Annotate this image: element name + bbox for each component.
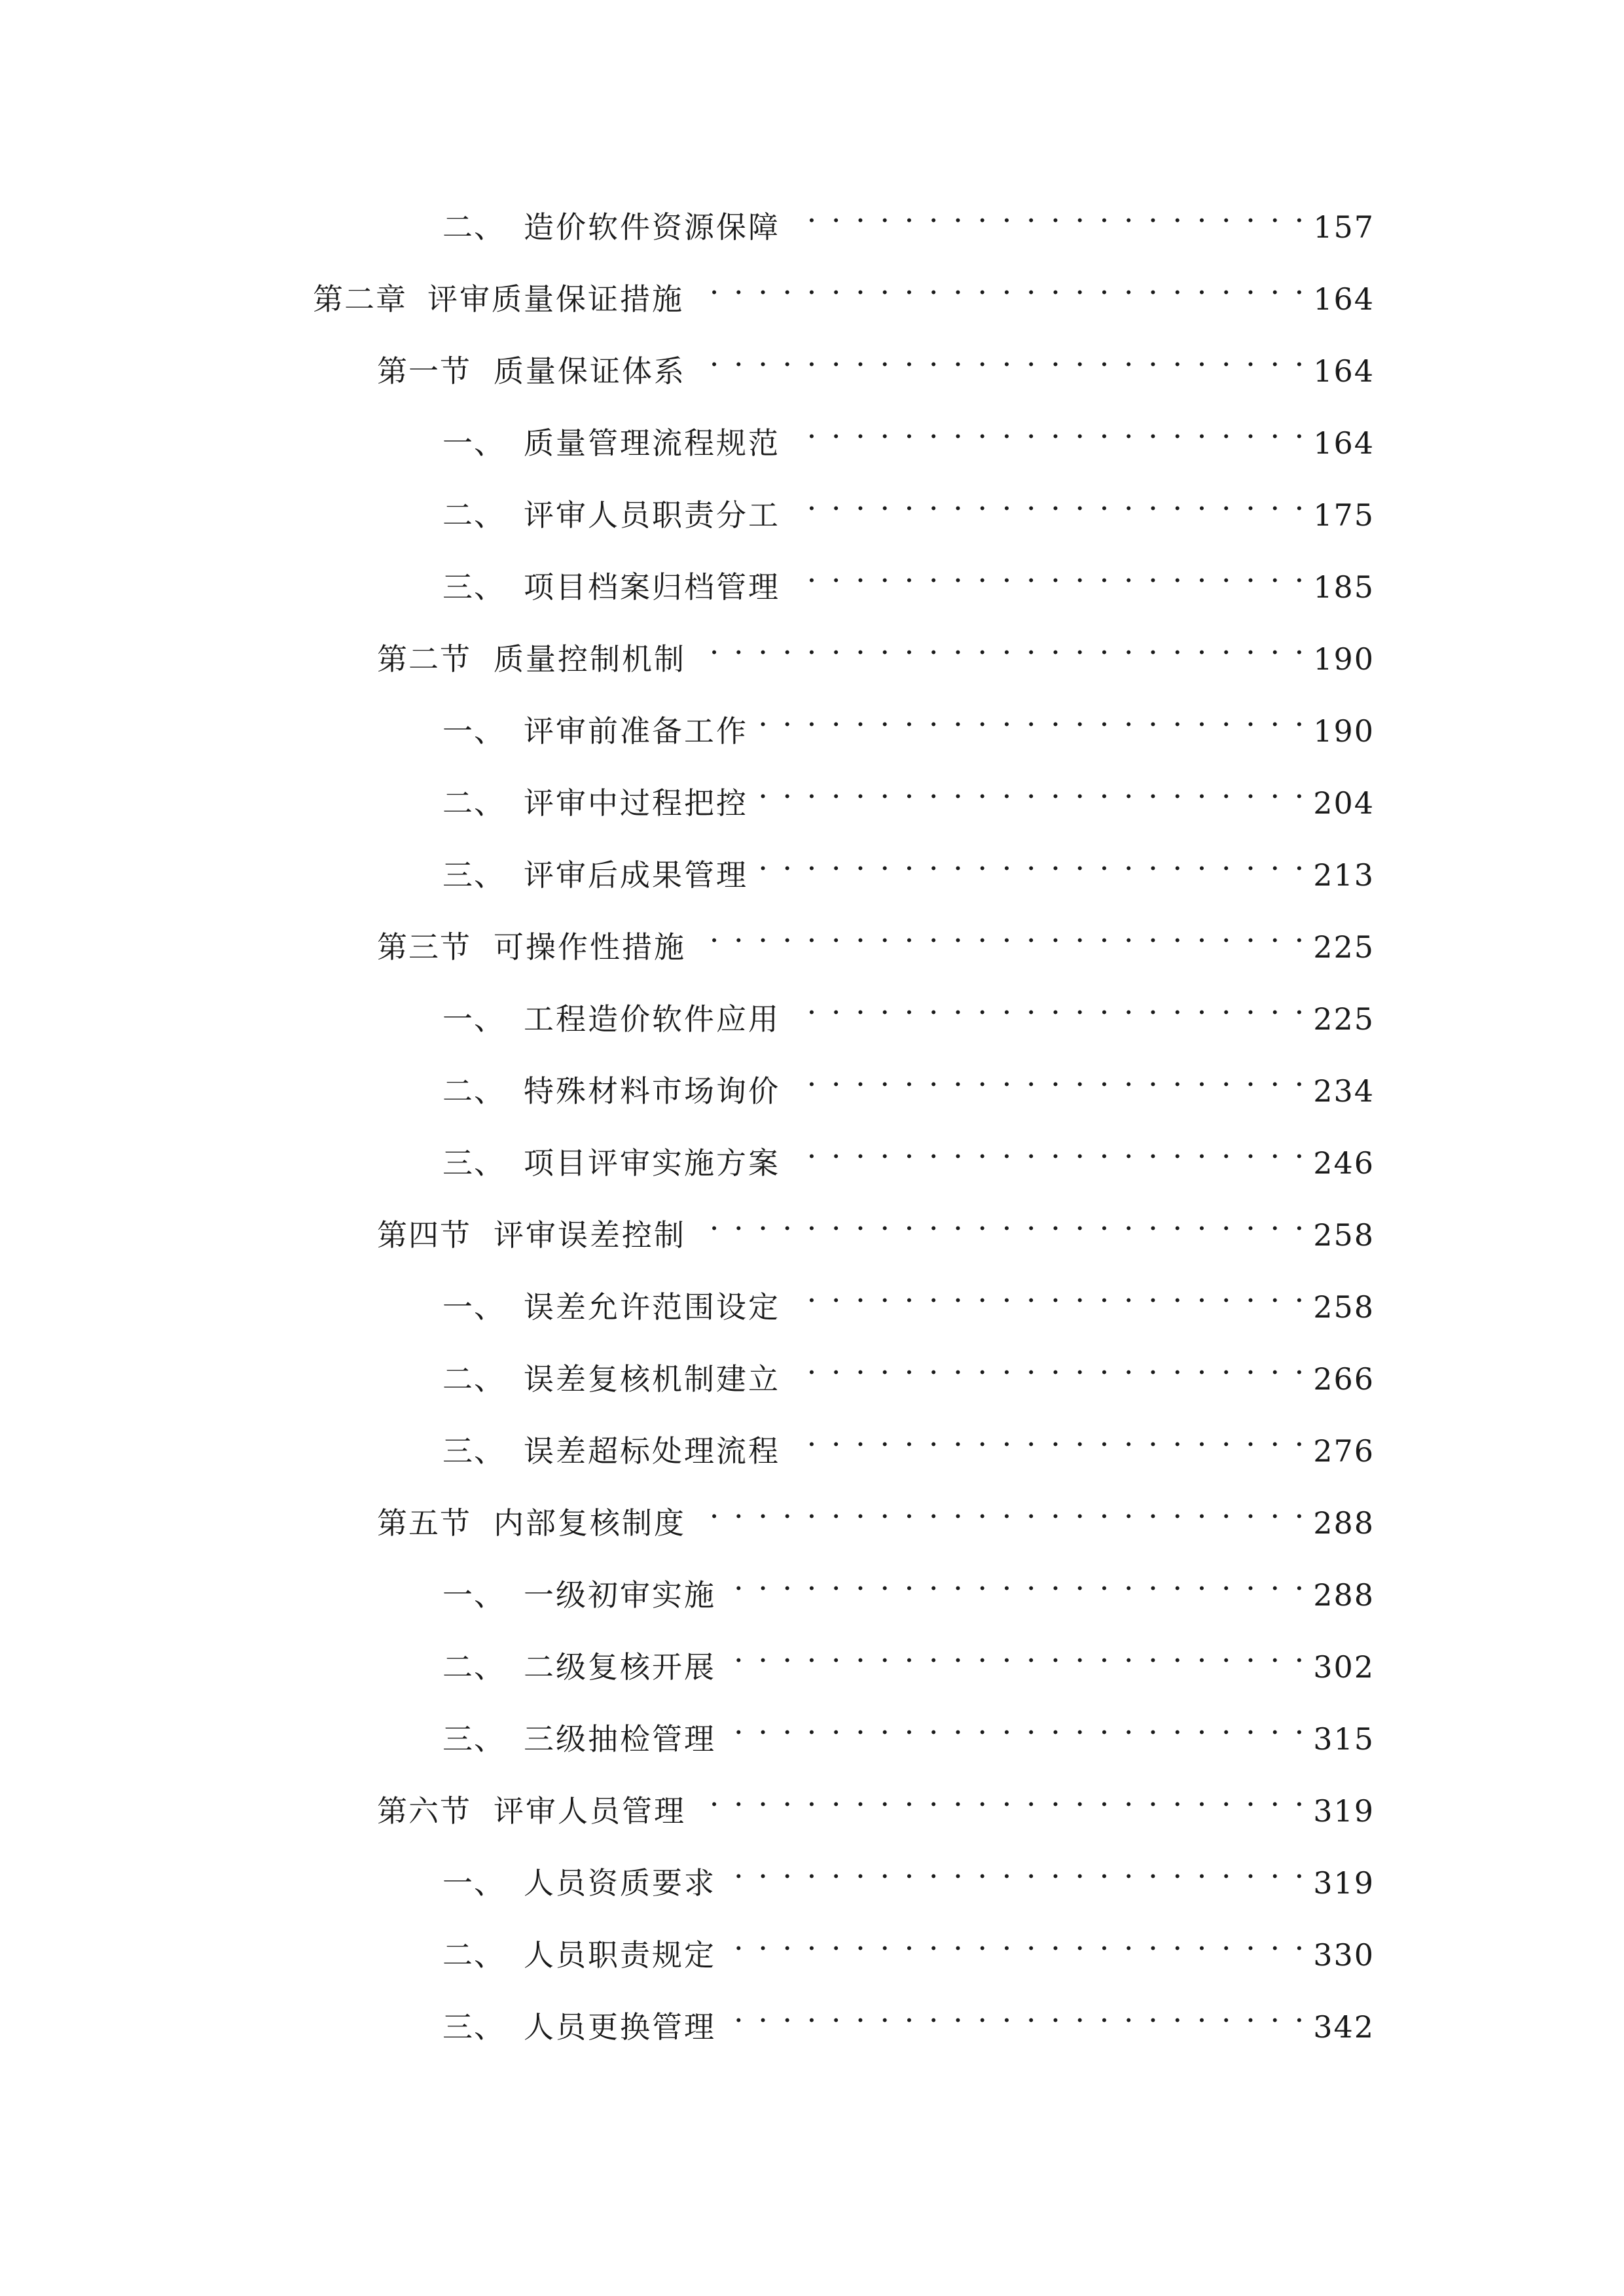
toc-entry-page: 302 [1313,1649,1375,1685]
toc-entry-title: 评审前准备工作 [524,713,748,749]
toc-entry-number: 二、 [442,1073,505,1109]
toc-entry-number: 第二章 [313,281,407,317]
toc-entry-number: 二、 [442,209,505,245]
toc-entry-page: 190 [1313,713,1375,749]
toc-entry-title: 质量保证体系 [494,353,686,389]
toc-entry-page: 288 [1313,1577,1375,1613]
toc-dot-leader [725,1913,1307,1965]
toc-entry[interactable] [442,473,1375,533]
toc-entry-number: 第三节 [377,929,471,965]
toc-entry-number: 三、 [442,2009,505,2045]
toc-entry-number: 第二节 [377,641,471,677]
toc-entry-number: 一、 [442,1577,505,1613]
toc-entry-page: 319 [1313,1793,1375,1829]
toc-entry-title: 工程造价软件应用 [524,1001,780,1037]
toc-entry-title: 项目档案归档管理 [524,569,780,605]
toc-entry[interactable] [377,1769,1375,1829]
toc-dot-leader [789,401,1307,454]
toc-entry-page: 185 [1313,569,1375,605]
toc-entry[interactable] [377,329,1375,389]
toc-entry-title: 三级抽检管理 [524,1721,716,1757]
toc-dot-leader [725,1841,1307,1893]
toc-entry-page: 315 [1313,1721,1375,1757]
toc-entry[interactable] [442,1121,1375,1181]
toc-entry[interactable] [442,545,1375,605]
toc-entry-page: 330 [1313,1937,1375,1973]
toc-entry[interactable] [442,689,1375,749]
toc-entry-page: 157 [1313,209,1375,245]
toc-entry-title: 质量管理流程规范 [524,425,780,461]
toc-entry-title: 误差超标处理流程 [524,1433,780,1469]
toc-dot-leader [789,1409,1307,1462]
toc-entry[interactable] [442,1913,1375,1973]
toc-dot-leader [757,761,1307,814]
toc-entry-number: 一、 [442,1865,505,1901]
toc-entry-number: 第六节 [377,1793,471,1829]
toc-dot-leader [693,257,1307,310]
toc-entry-page: 246 [1313,1145,1375,1181]
toc-entry-number: 二、 [442,1649,505,1685]
toc-dot-leader [695,905,1307,958]
toc-entry[interactable] [377,617,1375,677]
toc-dot-leader [725,1697,1307,1749]
toc-entry-number: 三、 [442,1433,505,1469]
toc-entry-number: 三、 [442,1721,505,1757]
toc-entry-page: 164 [1313,281,1375,317]
toc-entry[interactable] [442,1409,1375,1469]
toc-entry-title: 人员资质要求 [524,1865,716,1901]
toc-entry-page: 225 [1313,1001,1375,1037]
toc-dot-leader [725,1985,1307,2037]
toc-entry-page: 234 [1313,1073,1375,1109]
toc-entry-number: 一、 [442,425,505,461]
toc-entry[interactable] [442,1337,1375,1397]
toc-entry-number: 一、 [442,1289,505,1325]
toc-entry-number: 第四节 [377,1217,471,1253]
toc-entry[interactable] [442,1841,1375,1901]
toc-entry-number: 二、 [442,497,505,533]
toc-entry-page: 164 [1313,353,1375,389]
toc-entry[interactable] [442,401,1375,461]
toc-entry-number: 三、 [442,569,505,605]
toc-entry-page: 258 [1313,1289,1375,1325]
toc-entry[interactable] [442,833,1375,893]
toc-entry[interactable] [377,1193,1375,1253]
toc-entry-title: 质量控制机制 [494,641,686,677]
toc-entry-title: 二级复核开展 [524,1649,716,1685]
toc-entry-number: 二、 [442,785,505,821]
toc-dot-leader [695,1193,1307,1246]
toc-entry-number: 三、 [442,857,505,893]
toc-entry-page: 175 [1313,497,1375,533]
toc-entry[interactable] [442,1553,1375,1613]
toc-dot-leader [725,1553,1307,1605]
toc-entry-number: 一、 [442,713,505,749]
toc-entry-page: 213 [1313,857,1375,893]
toc-entry-title: 评审质量保证措施 [427,281,684,317]
toc-entry[interactable] [442,1985,1375,2045]
toc-dot-leader [695,1769,1307,1821]
toc-entry-title: 评审人员职责分工 [524,497,780,533]
toc-entry-page: 288 [1313,1505,1375,1541]
toc-entry-title: 项目评审实施方案 [524,1145,780,1181]
toc-dot-leader [757,833,1307,886]
toc-dot-leader [789,1337,1307,1390]
toc-entry-title: 评审中过程把控 [524,785,748,821]
toc-entry-page: 204 [1313,785,1375,821]
toc-entry-number: 第一节 [377,353,471,389]
toc-entry-number: 一、 [442,1001,505,1037]
toc-entry[interactable] [313,257,1375,317]
toc-dot-leader [789,473,1307,526]
toc-entry-number: 二、 [442,1937,505,1973]
toc-entry-page: 276 [1313,1433,1375,1469]
toc-entry-title: 造价软件资源保障 [524,209,780,245]
toc-entry-title: 一级初审实施 [524,1577,716,1613]
toc-entry[interactable] [442,761,1375,821]
toc-dot-leader [695,329,1307,382]
toc-entry[interactable] [442,1697,1375,1757]
toc-dot-leader [789,1121,1307,1174]
toc-entry[interactable] [442,977,1375,1037]
toc-entry-page: 190 [1313,641,1375,677]
toc-entry-page: 319 [1313,1865,1375,1901]
toc-entry[interactable] [377,1481,1375,1541]
toc-entry-page: 258 [1313,1217,1375,1253]
toc-entry-title: 评审后成果管理 [524,857,748,893]
toc-entry[interactable] [442,1625,1375,1685]
toc-entry-title: 人员职责规定 [524,1937,716,1973]
toc-dot-leader [695,1481,1307,1534]
toc-entry-page: 266 [1313,1361,1375,1397]
toc-entry-title: 误差复核机制建立 [524,1361,780,1397]
toc-entry-number: 三、 [442,1145,505,1181]
toc-entry-title: 可操作性措施 [494,929,686,965]
toc-dot-leader [789,185,1307,238]
toc-dot-leader [789,1265,1307,1318]
toc-entry-title: 人员更换管理 [524,2009,716,2045]
toc-entry-page: 225 [1313,929,1375,965]
toc-entry-title: 评审人员管理 [494,1793,686,1829]
toc-entry-number: 二、 [442,1361,505,1397]
toc-dot-leader [789,1049,1307,1102]
toc-entry[interactable] [442,1049,1375,1109]
toc-entry-title: 特殊材料市场询价 [524,1073,780,1109]
toc-entry[interactable] [442,1265,1375,1325]
toc-entry-title: 评审误差控制 [494,1217,686,1253]
toc-dot-leader [757,689,1307,742]
toc-dot-leader [789,545,1307,598]
toc-entry-title: 误差允许范围设定 [524,1289,780,1325]
toc-entry-number: 第五节 [377,1505,471,1541]
toc-entry-page: 164 [1313,425,1375,461]
toc-dot-leader [695,617,1307,670]
toc-dot-leader [725,1625,1307,1677]
toc-entry[interactable] [377,905,1375,965]
toc-entry-title: 内部复核制度 [494,1505,686,1541]
toc-entry[interactable] [442,185,1375,245]
toc-dot-leader [789,977,1307,1030]
toc-entry-page: 342 [1313,2009,1375,2045]
